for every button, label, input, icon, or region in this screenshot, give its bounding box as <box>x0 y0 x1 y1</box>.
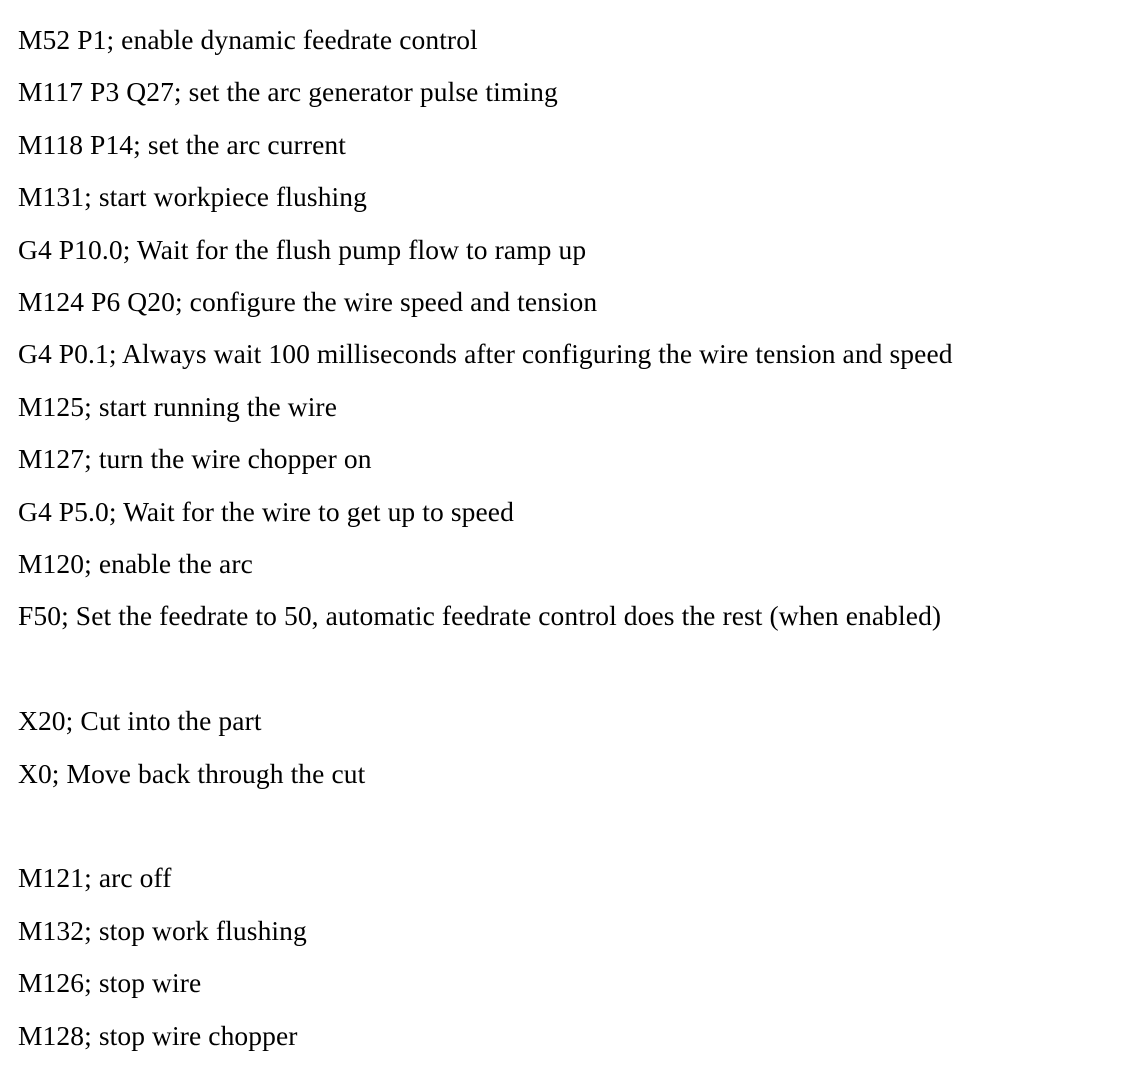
code-line: M118 P14; set the arc current <box>18 128 346 160</box>
code-line: M132; stop work flushing <box>18 914 307 946</box>
code-line: M124 P6 Q20; configure the wire speed and tension <box>18 286 598 318</box>
code-line: X0; Move back through the cut <box>18 757 366 789</box>
code-line: M131; start workpiece flushing <box>18 181 367 213</box>
code-line: X20; Cut into the part <box>18 705 262 737</box>
code-line: M126; stop wire <box>18 967 202 999</box>
code-line: M120; enable the arc <box>18 548 253 580</box>
code-line: F50; Set the feedrate to 50, automatic feedrate control does the rest (when enabled) <box>18 600 942 632</box>
code-line-blank <box>18 643 1115 695</box>
code-line-blank <box>18 800 1115 852</box>
code-line: G4 P5.0; Wait for the wire to get up to speed <box>18 495 514 527</box>
code-line: M52 P1; enable dynamic feedrate control <box>18 24 478 55</box>
code-line: G4 P0.1; Always wait 100 milliseconds after configuring the wire tension and speed <box>18 338 953 370</box>
code-line: M121; arc off <box>18 862 172 894</box>
code-line: M127; turn the wire chopper on <box>18 443 372 475</box>
code-line: M117 P3 Q27; set the arc generator pulse timing <box>18 76 558 108</box>
code-line: M128; stop wire chopper <box>18 1019 298 1051</box>
code-line: G4 P10.0; Wait for the flush pump flow to ramp up <box>18 233 587 265</box>
code-line: M125; start running the wire <box>18 390 337 422</box>
gcode-listing <box>18 14 1115 1062</box>
